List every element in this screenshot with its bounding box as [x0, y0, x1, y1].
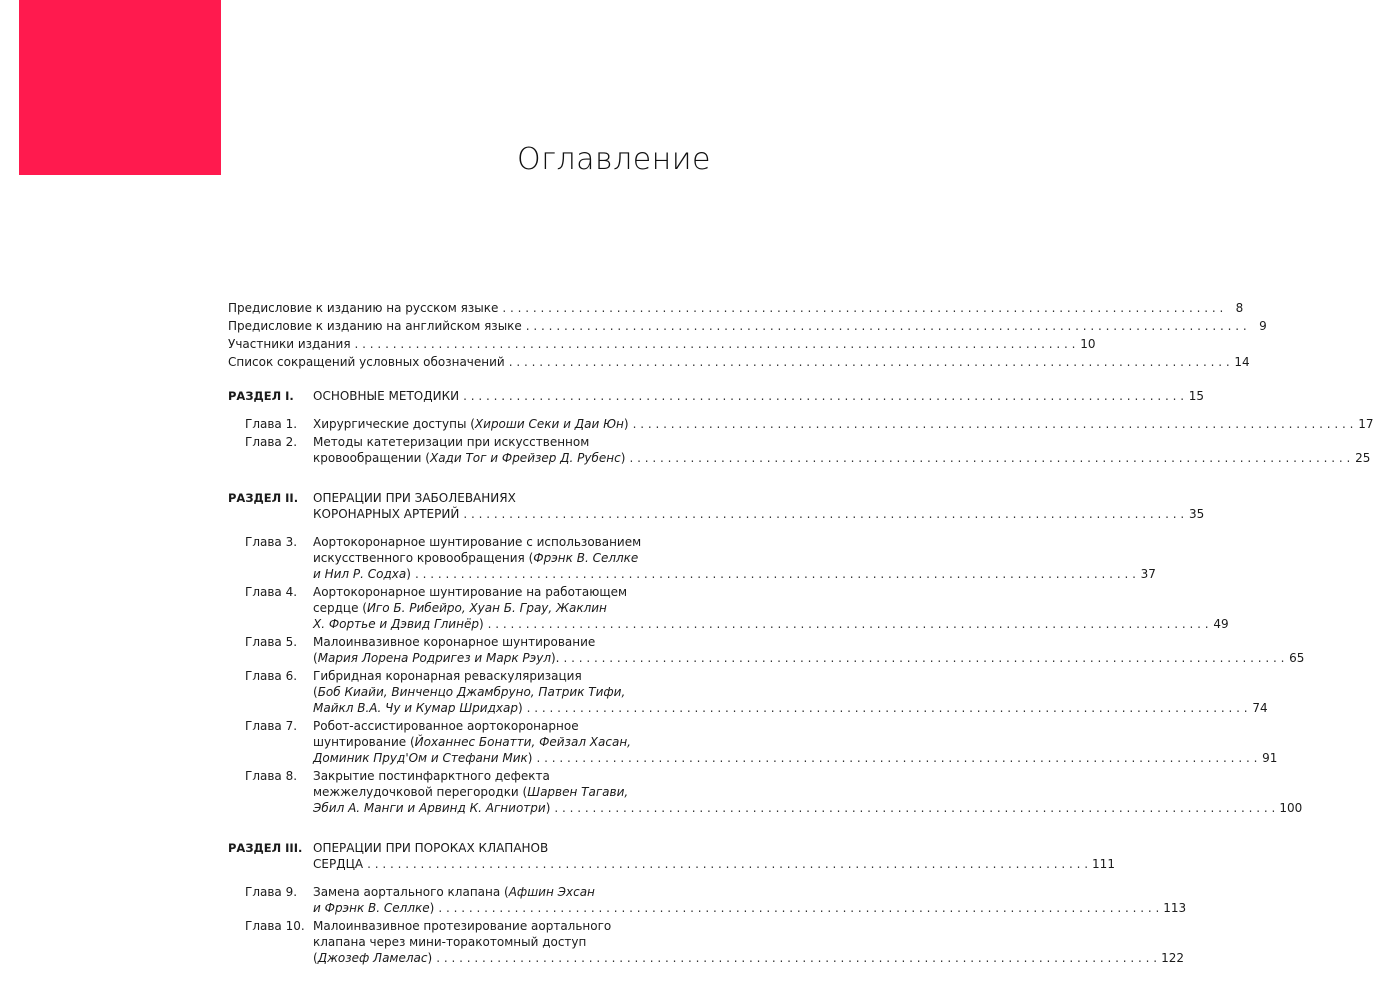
toc-text: Майкл В.А. Чу и Кумар Шридхар	[313, 701, 518, 715]
toc-text: 37	[1140, 567, 1156, 581]
dot-leader	[436, 950, 1157, 966]
chapter-entry[interactable]	[228, 434, 1371, 466]
toc-text: 111	[1092, 857, 1115, 871]
toc-text: 74	[1252, 701, 1268, 715]
toc-text: Шарвен Тагави,	[527, 785, 629, 799]
page-title: Оглавление	[517, 142, 711, 177]
toc-text: РАЗДЕЛ III.	[228, 841, 303, 855]
dot-leader	[355, 336, 1076, 352]
toc-text: Глава 3.	[245, 535, 298, 549]
toc-text: Закрытие постинфарктного дефекта	[313, 769, 550, 783]
toc-text: Хироши Секи и Даи Юн	[474, 417, 624, 431]
toc-text: Малоинвазивное протезирование аортального	[313, 919, 612, 933]
toc-text: Глава 8.	[245, 769, 298, 783]
section-heading[interactable]	[228, 388, 1205, 404]
toc-text: Иго Б. Рибейро, Хуан Б. Грау, Жаклин	[366, 601, 607, 615]
toc-text: Хади Тог и Фрейзер Д. Рубенс	[429, 451, 621, 465]
toc-text: Мария Лорена Родригез и Марк Рэул	[317, 651, 551, 665]
toc-text: РАЗДЕЛ II.	[228, 491, 299, 505]
toc-text: 49	[1213, 617, 1229, 631]
dot-leader	[526, 318, 1247, 334]
toc-text: Афшин Эхсан	[508, 885, 595, 899]
toc-text: 113	[1163, 901, 1187, 915]
dot-leader	[564, 650, 1285, 666]
toc-text: Х. Фортье и Дэвид Глинёр	[313, 617, 479, 631]
toc-text: 9	[1259, 319, 1267, 333]
toc-text: СЕРДЦА	[313, 857, 364, 871]
toc-text: и Фрэнк В. Селлке	[313, 901, 430, 915]
toc-text: Доминик Пруд'Ом и Стефани Мик	[313, 751, 528, 765]
toc-text: )	[623, 417, 629, 431]
toc-text: Глава 1.	[245, 417, 298, 431]
toc-text: )	[620, 451, 626, 465]
toc-text: Глава 7.	[245, 719, 298, 733]
toc-text: РАЗДЕЛ I.	[228, 389, 294, 403]
toc-text: 65	[1289, 651, 1305, 665]
toc-text: межжелудочковой перегородки (	[313, 785, 528, 799]
toc-text: Хирургические доступы (	[313, 417, 475, 431]
dot-leader	[554, 800, 1275, 816]
toc-text: ОСНОВНЫЕ МЕТОДИКИ	[313, 389, 460, 403]
toc-text: Список сокращений условных обозначений	[228, 355, 505, 369]
toc-text: ).	[551, 651, 560, 665]
dot-leader	[502, 300, 1223, 316]
toc-text: Предисловие к изданию на русском языке	[228, 301, 499, 315]
toc-text: искусственного кровообращения (	[313, 551, 534, 565]
toc-text: (	[313, 685, 318, 699]
toc-text: 100	[1279, 801, 1303, 815]
dot-leader	[463, 506, 1184, 522]
chapter-entry[interactable]	[228, 534, 1156, 582]
toc-text: сердце (	[313, 601, 367, 615]
toc-text: )	[478, 617, 484, 631]
toc-text: )	[429, 901, 435, 915]
toc-text: Аортокоронарное шунтирование на работающем	[313, 585, 628, 599]
toc-text: )	[406, 567, 411, 581]
toc-text: клапана через мини-торакотомный доступ	[313, 935, 587, 949]
toc-text: 10	[1080, 337, 1096, 351]
toc-text: Глава 6.	[245, 669, 298, 683]
toc-text: 25	[1355, 451, 1371, 465]
toc-text: Эбил А. Манги и Арвинд К. Агниотри	[313, 801, 546, 815]
chapter-entry[interactable]	[228, 416, 1374, 432]
toc-text: Глава 4.	[245, 585, 298, 599]
section-heading[interactable]	[228, 840, 1115, 872]
toc-text: Робот-ассистированное аортокоронарное	[313, 719, 579, 733]
toc-entry[interactable]	[228, 354, 1250, 370]
dot-leader	[438, 900, 1159, 916]
toc-text: Глава 9.	[245, 885, 298, 899]
toc-text: Боб Киайи, Винченцо Джамбруно, Патрик Тифи,	[317, 685, 626, 699]
chapter-entry[interactable]	[228, 768, 1303, 816]
dot-leader	[536, 750, 1257, 766]
chapter-entry[interactable]	[228, 718, 1278, 766]
toc-text: Гибридная коронарная реваскуляризация	[313, 669, 582, 683]
dot-leader	[527, 700, 1248, 716]
toc-text: шунтирование (	[313, 735, 415, 749]
toc-text: 91	[1262, 751, 1278, 765]
dot-leader	[367, 856, 1088, 872]
chapter-entry[interactable]	[228, 584, 1229, 632]
dot-leader	[633, 416, 1354, 432]
toc-text: )	[517, 701, 523, 715]
toc-text: Глава 10.	[245, 919, 305, 933]
toc-text: )	[527, 751, 533, 765]
toc-text: КОРОНАРНЫХ АРТЕРИЙ	[313, 507, 460, 521]
dot-leader	[415, 566, 1136, 582]
toc-text: )	[545, 801, 551, 815]
accent-block	[19, 0, 221, 175]
chapter-entry[interactable]	[228, 918, 1185, 966]
chapter-entry[interactable]	[228, 884, 1187, 916]
toc-entry[interactable]	[228, 300, 1244, 316]
section-heading[interactable]	[228, 490, 1205, 522]
dot-leader	[629, 450, 1350, 466]
toc-entry[interactable]	[228, 336, 1096, 352]
toc-text: Малоинвазивное коронарное шунтирование	[313, 635, 596, 649]
toc-text: Предисловие к изданию на английском языке	[228, 319, 522, 333]
toc-text: )	[427, 951, 433, 965]
toc-entry[interactable]	[228, 318, 1267, 334]
toc-text: Глава 2.	[245, 435, 298, 449]
toc-text: Йоханнес Бонатти, Фейзал Хасан,	[414, 735, 631, 749]
toc-text: ОПЕРАЦИИ ПРИ ПОРОКАХ КЛАПАНОВ	[313, 841, 549, 855]
toc-text: ОПЕРАЦИИ ПРИ ЗАБОЛЕВАНИЯХ	[313, 491, 516, 505]
toc-text: Аортокоронарное шунтирование с использованием	[313, 535, 642, 549]
toc-text: 35	[1188, 507, 1205, 521]
toc-text: и Нил Р. Содха	[313, 567, 407, 581]
toc-text: 14	[1234, 355, 1250, 369]
toc-text: Участники издания	[228, 337, 351, 351]
toc-text: 8	[1235, 301, 1244, 315]
toc-text: (	[313, 951, 318, 965]
dot-leader	[509, 354, 1230, 370]
dot-leader	[488, 616, 1209, 632]
toc-text: (	[313, 651, 318, 665]
toc-text: кровообращении (	[313, 451, 430, 465]
toc-text: 15	[1188, 389, 1205, 403]
chapter-entry[interactable]	[228, 634, 1305, 666]
toc-text: Методы катетеризации при искусственном	[313, 435, 590, 449]
toc-text: Замена аортального клапана (	[313, 885, 509, 899]
chapter-entry[interactable]	[228, 668, 1268, 716]
table-of-contents	[228, 300, 1374, 966]
toc-text: Глава 5.	[245, 635, 298, 649]
dot-leader	[463, 388, 1184, 404]
toc-text: Фрэнк В. Селлке	[533, 551, 639, 565]
toc-text: 17	[1358, 417, 1374, 431]
toc-text: Джозеф Ламелас	[317, 951, 428, 965]
toc-text: 122	[1161, 951, 1185, 965]
